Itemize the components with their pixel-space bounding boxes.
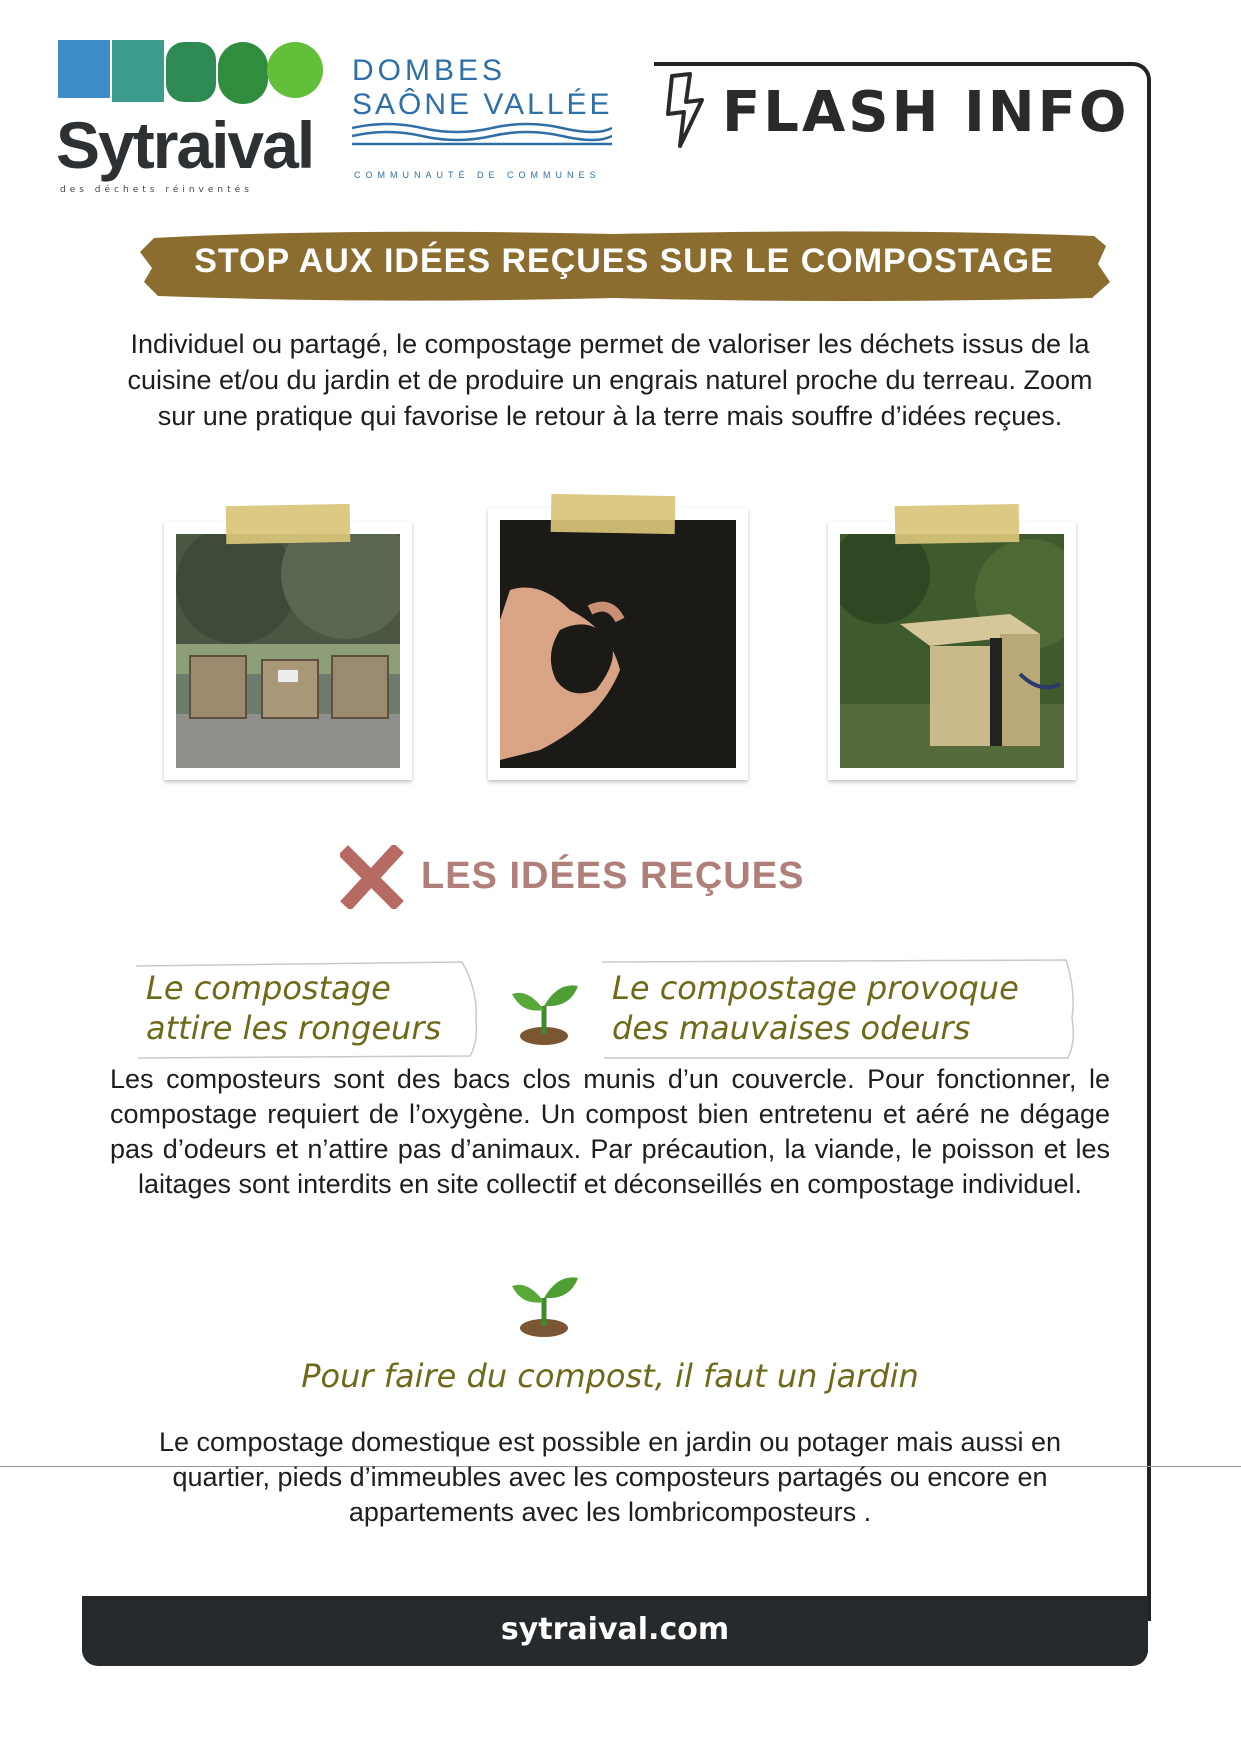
sprout-icon	[508, 976, 580, 1048]
wooden-composter-icon	[840, 534, 1064, 768]
lightning-bolt-icon	[664, 72, 708, 148]
dsv-line1: DOMBES	[352, 54, 507, 87]
cross-icon	[340, 845, 404, 909]
intro-paragraph: Individuel ou partagé, le compostage permet de valoriser les déchets issus de la cuisine et/ou du jardin et de produire un engrais naturel proche du terreau. Zoom sur une pratique qui favorise le retour à la terre mais souffre d’idées reçues.	[127, 329, 1093, 431]
myth-odors: Le compostage provoque des mauvaises odeurs	[612, 969, 1019, 1047]
dsv-line2: SAÔNE VALLÉE	[352, 88, 613, 121]
footer-url[interactable]: sytraival.com	[500, 1612, 730, 1647]
tape-strip	[551, 494, 676, 534]
photo-wooden-composter	[828, 522, 1076, 780]
answer-paragraph-2: Le compostage domestique est possible en jardin ou potager mais aussi en quartier, pieds d’immeubles avec les composteurs partagés ou encore en appartements avec les lombricomposteurs .	[158, 1427, 1062, 1527]
banner-title: STOP AUX IDÉES REÇUES SUR LE COMPOSTAGE	[194, 242, 1054, 280]
dsv-waves-icon	[352, 122, 612, 156]
ideas-title: LES IDÉES REÇUES	[421, 855, 805, 897]
compost-bins-icon	[176, 534, 400, 768]
myth-garden: Pour faire du compost, il faut un jardin	[301, 1357, 919, 1395]
sytraival-tagline: des déchets réinventés	[60, 185, 253, 195]
myth-rodents: Le compostage attire les rongeurs	[146, 969, 442, 1047]
flash-info-title: FLASH INFO	[722, 80, 1130, 145]
sytraival-logo-shapes	[58, 40, 323, 110]
photo-compost-hands	[488, 508, 748, 780]
tape-strip	[226, 504, 351, 544]
sprout-icon	[508, 1268, 580, 1340]
tape-strip	[895, 504, 1020, 544]
photo-compost-bins	[164, 522, 412, 780]
sytraival-logo-text: Sytraival	[56, 108, 314, 182]
compost-hands-icon	[500, 520, 736, 768]
dsv-logo	[352, 54, 622, 180]
dsv-subtitle: COMMUNAUTÉ DE COMMUNES	[354, 170, 601, 180]
answer-paragraph-1: Les composteurs sont des bacs clos munis d’un couvercle. Pour fonctionner, le compostage requiert de l’oxygène. Un compost bien entretenu et aéré ne dégage pas d’odeurs et n’attire pas d’animaux. Par précaution, la viande, le poisson et les laitages sont interdits en site collectif et déconseillés en compostage individuel.	[110, 1064, 1110, 1199]
